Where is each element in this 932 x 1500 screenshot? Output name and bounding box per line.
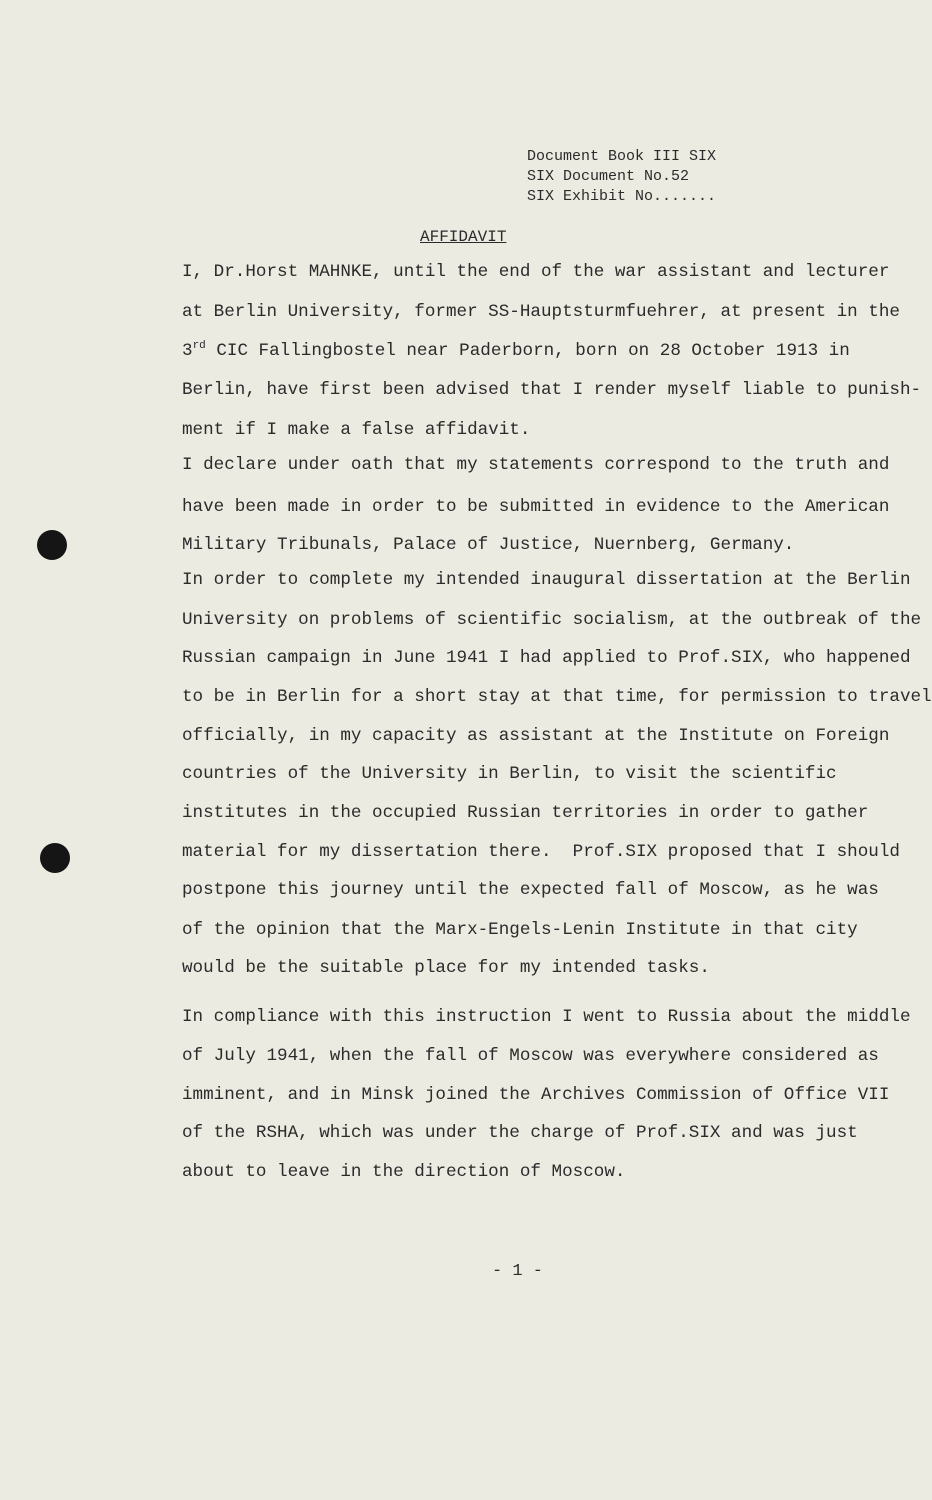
paragraph-1-line: 3rd CIC Fallingbostel near Paderborn, born on 28 October 1913 in [182,340,850,361]
paragraph-3-line: material for my dissertation there. Prof.SIX proposed that I should [182,842,900,862]
paragraph-4-line: imminent, and in Minsk joined the Archives Commission of Office VII [182,1085,890,1105]
page-number: - 1 - [492,1262,544,1281]
header-line: SIX Exhibit No....... [527,188,717,205]
document-title: AFFIDAVIT [420,228,507,246]
paragraph-4-line: of the RSHA, which was under the charge of Prof.SIX and was just [182,1123,858,1143]
paragraph-4-line: of July 1941, when the fall of Moscow was everywhere considered as [182,1046,879,1066]
paragraph-1-line: Berlin, have first been advised that I render myself liable to punish- [182,380,922,400]
paragraph-3-line: institutes in the occupied Russian territories in order to gather [182,803,869,823]
paragraph-3-line: to be in Berlin for a short stay at that time, for permission to travel [182,687,932,707]
paragraph-3-line: University on problems of scientific socialism, at the outbreak of the [182,610,922,630]
punch-hole [40,843,70,873]
paragraph-3-line: In order to complete my intended inaugural dissertation at the Berlin [182,570,911,590]
header-line: SIX Document No.52 [527,168,690,185]
paragraph-4-line: In compliance with this instruction I went to Russia about the middle [182,1007,911,1027]
paragraph-1-line: I, Dr.Horst MAHNKE, until the end of the war assistant and lecturer [182,262,890,282]
paragraph-3-line: of the opinion that the Marx-Engels-Lenin Institute in that city [182,920,858,940]
paragraph-3-line: postpone this journey until the expected fall of Moscow, as he was [182,880,879,900]
paragraph-1-line: ment if I make a false affidavit. [182,420,531,440]
paragraph-4-line: about to leave in the direction of Moscow. [182,1162,626,1182]
paragraph-2-line: have been made in order to be submitted in evidence to the American [182,497,890,517]
paragraph-3-line: officially, in my capacity as assistant at the Institute on Foreign [182,726,890,746]
paragraph-2-line: Military Tribunals, Palace of Justice, Nuernberg, Germany. [182,535,795,555]
header-line: Document Book III SIX [527,148,717,165]
paragraph-3-line: would be the suitable place for my intended tasks. [182,958,710,978]
paragraph-2-line: I declare under oath that my statements correspond to the truth and [182,455,890,475]
punch-hole [37,530,67,560]
paragraph-1-line: at Berlin University, former SS-Hauptsturmfuehrer, at present in the [182,302,900,322]
paragraph-3-line: Russian campaign in June 1941 I had applied to Prof.SIX, who happened [182,648,911,668]
paragraph-3-line: countries of the University in Berlin, to visit the scientific [182,764,837,784]
